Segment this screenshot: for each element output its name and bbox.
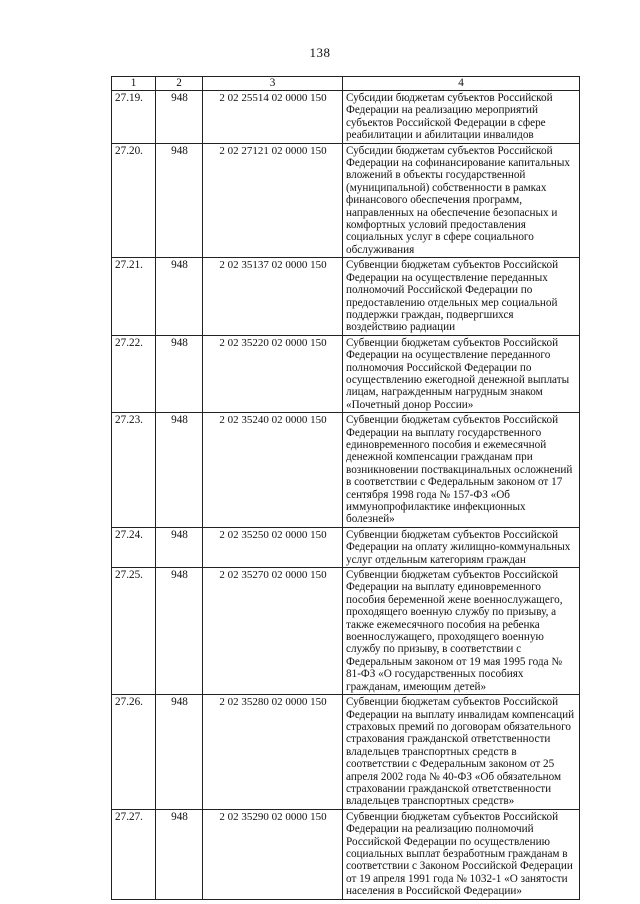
administrator-code: 948 — [156, 335, 203, 412]
table-row — [112, 568, 580, 695]
table-header-row — [112, 77, 580, 91]
page-number: 138 — [309, 45, 331, 60]
row-number: 27.19. — [112, 91, 156, 144]
budget-classification-table — [111, 76, 580, 900]
row-number: 27.26. — [112, 695, 156, 810]
table-row — [112, 91, 580, 144]
income-description: Субвенции бюджетам субъектов Российской Федерации на осуществление переданных полномочий Российской Федерации по предоставлению отдельных мер социальной поддержки граждан, подвергшихся воздействию радиации — [343, 258, 580, 335]
column-header-1: 1 — [112, 77, 156, 91]
income-description: Субвенции бюджетам субъектов Российской Федерации на осуществление переданного полномочия Российской Федерации по осуществлению ежегодной денежной выплаты лицам, награжденным нагрудным знаком «Почетный донор России» — [343, 335, 580, 412]
budget-classification-code: 2 02 35220 02 0000 150 — [203, 335, 343, 412]
income-description: Субсидии бюджетам субъектов Российской Федерации на реализацию мероприятий субъектов Российской Федерации в сфере реабилитации и абилитации инвалидов — [343, 91, 580, 144]
income-description: Субвенции бюджетам субъектов Российской Федерации на выплату единовременного пособия беременной жене военнослужащего, проходящего военную службу по призыву, а также ежемесячного пособия на ребенка военнослужащего, проходящего военную службу по призыву, в соответствии с Федеральным законом от 19 мая 1995 года № 81-ФЗ «О государственных пособиях гражданам, имеющим детей» — [343, 568, 580, 695]
budget-classification-code: 2 02 35250 02 0000 150 — [203, 527, 343, 567]
budget-classification-code: 2 02 35240 02 0000 150 — [203, 413, 343, 528]
table-row — [112, 695, 580, 810]
budget-classification-code: 2 02 27121 02 0000 150 — [203, 143, 343, 258]
administrator-code: 948 — [156, 91, 203, 144]
administrator-code: 948 — [156, 143, 203, 258]
table-row — [112, 527, 580, 567]
budget-classification-code: 2 02 35290 02 0000 150 — [203, 809, 343, 899]
budget-classification-code: 2 02 35280 02 0000 150 — [203, 695, 343, 810]
table-row — [112, 258, 580, 335]
income-description: Субвенции бюджетам субъектов Российской Федерации на оплату жилищно-коммунальных услуг отдельным категориям граждан — [343, 527, 580, 567]
administrator-code: 948 — [156, 568, 203, 695]
table-row — [112, 335, 580, 412]
row-number: 27.27. — [112, 809, 156, 899]
row-number: 27.21. — [112, 258, 156, 335]
budget-classification-code: 2 02 25514 02 0000 150 — [203, 91, 343, 144]
table-row — [112, 413, 580, 528]
income-description: Субвенции бюджетам субъектов Российской Федерации на выплату инвалидам компенсаций страховых премий по договорам обязательного страхования гражданской ответственности владельцев транспортных средств в соответствии с Федеральным законом от 25 апреля 2002 года № 40-ФЗ «Об обязательном страховании гражданской ответственности владельцев транспортных средств» — [343, 695, 580, 810]
row-number: 27.22. — [112, 335, 156, 412]
administrator-code: 948 — [156, 527, 203, 567]
column-header-3: 3 — [203, 77, 343, 91]
income-description: Субвенции бюджетам субъектов Российской Федерации на реализацию полномочий Российской Федерации по осуществлению социальных выплат безработным гражданам в соответствии с Законом Российской Федерации от 19 апреля 1991 года № 1032-1 «О занятости населения в Российской Федерации» — [343, 809, 580, 899]
column-header-2: 2 — [156, 77, 203, 91]
row-number: 27.25. — [112, 568, 156, 695]
administrator-code: 948 — [156, 413, 203, 528]
budget-classification-code: 2 02 35270 02 0000 150 — [203, 568, 343, 695]
column-header-4: 4 — [343, 77, 580, 91]
table-row — [112, 143, 580, 258]
table-row — [112, 809, 580, 899]
income-description: Субсидии бюджетам субъектов Российской Федерации на софинансирование капитальных вложений в объекты государственной (муниципальной) собственности в рамках финансового обеспечения программ, направленных на обеспечение безопасных и комфортных условий предоставления социальных услуг в сфере социального обслуживания — [343, 143, 580, 258]
row-number: 27.20. — [112, 143, 156, 258]
administrator-code: 948 — [156, 695, 203, 810]
row-number: 27.24. — [112, 527, 156, 567]
budget-classification-code: 2 02 35137 02 0000 150 — [203, 258, 343, 335]
income-description: Субвенции бюджетам субъектов Российской Федерации на выплату государственного единовременного пособия и ежемесячной денежной компенсации гражданам при возникновении поствакцинальных осложнений в соответствии с Федеральным законом от 17 сентября 1998 года № 157-ФЗ «Об иммунопрофилактике инфекционных болезней» — [343, 413, 580, 528]
administrator-code: 948 — [156, 809, 203, 899]
row-number: 27.23. — [112, 413, 156, 528]
administrator-code: 948 — [156, 258, 203, 335]
